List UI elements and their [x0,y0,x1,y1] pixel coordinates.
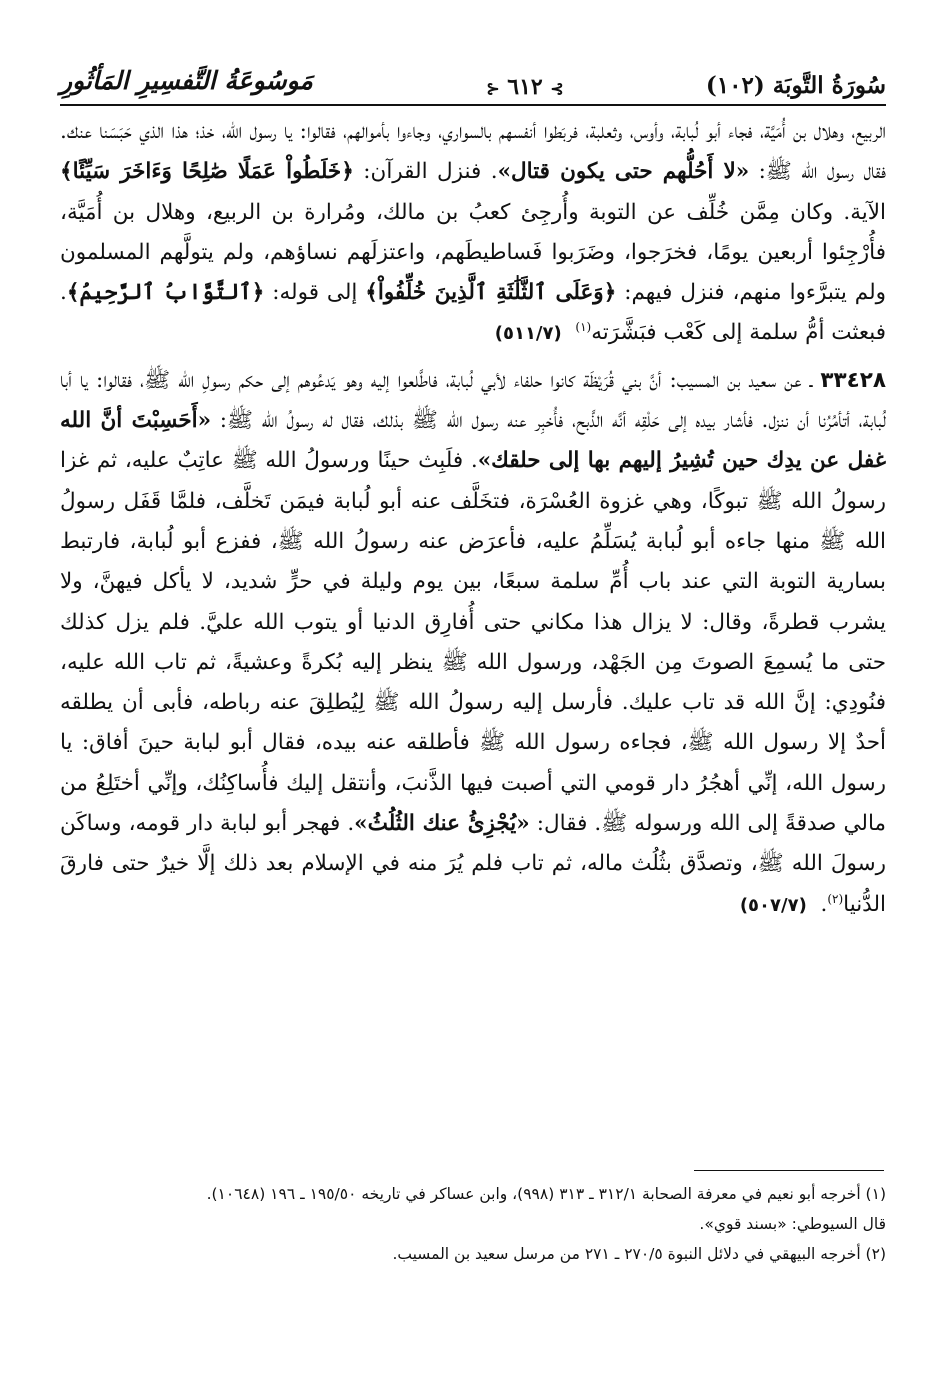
text-span: الربيع، وهلال بن أُمَيَّة، فجاء أبو لُبابة، وأوس، وثعلبة، فربَطوا أنفسهم بالسواري، وجاءوا بأموالهم، فقالوا: يا رسول الله، خذ؛ هذا الذي حَبَسَنا عنك. فقال رسول الله ﷺ: [60,119,887,185]
paragraph-narration: ٣٣٤٢٨ ـ عن سعيد بن المسيب: أنَّ بني قُرَيْظَة كانوا حلفاء لأبي لُبابة، فاطَّلعوا إليه وهو يَدعُوهم إلى حكم رسولِ الله ﷺ، فقالوا: يا أبا لُبابة، أتأمُرُنا أن ننزل. فأشار بيده إلى حَلْقِه أنَّه الذَّبح، فأُخبِر عنه رسول الله ﷺ بذلك، فقال له رسولُ الله ﷺ: «أَحَسِبْتَ أنَّ الله غفل عن يدِك حين تُشِيرُ إليهم بها إلى حلقك». فلَبِث حينًا ورسولُ الله ﷺ عاتِبٌ عليه، ثم غزا رسولُ الله ﷺ تبوكًا، وهي غزوة العُسْرَة، فتخَلَّف عنه أبو لُبابة فيمَن تَخلَّف، فلمَّا قَفَل رسولُ الله ﷺ منها جاءه أبو لُبابة يُسَلِّمُ عليه، فأعرَض عنه رسولُ الله ﷺ، ففزع أبو لُبابة، فارتبط بسارية التوبة التي عند باب أُمِّ سلمة سبعًا، بين يوم وليلة في حرٍّ شديد، لا يأكل فيهنَّ، ولا يشرب قطرةً، وقال: لا يزال هذا مكاني حتى أُفارِق الدنيا أو يتوب الله عليَّ. فلم يزل كذلك حتى ما يُسمِعَ الصوتَ مِن الجَهْد، ورسول الله ﷺ ينظر إليه بُكرةً وعشيةً، ثم تاب الله عليه، فنُودِي: إنَّ الله قد تاب عليك. فأرسل إليه رسولُ الله ﷺ لِيُطلِقَ عنه رباطه، فأبى أن يطلقه أحدٌ إلا رسول الله ﷺ، فجاءه رسول الله ﷺ فأطلقه عنه بيده، فقال أبو لبابة حينَ أفاق: يا رسول الله، إنِّي أهجُرُ دار قومي التي أصبت فيها الذَّنبَ، وأنتقل إليك فأُساكِنُك، وإنِّي أختَلِعُ من مالي صدقةً إلى الله ورسوله ﷺ. فقال: «يُجْزِئُ عنك الثُلُثُ». فهجر أبو لبابة دار قومه، وساكَن رسولَ الله ﷺ، وتصدَّق بثُلُث ماله، ثم تاب فلم يُرَ منه في الإسلام بعد ذلك إلَّا خيرٌ حتى فارقَ الدُّنيا$^{(٢)}$. (٥٠٧/٧) [60,367,887,917]
volume-reference: (٥٠٧/٧) [739,894,807,916]
hadith-quote: «يُجْزِئُ عنك الثُلُثُ» [354,811,530,837]
footnote-divider [694,1170,884,1171]
footnote-1: (١) أخرجه أبو نعيم في معرفة الصحابة ٣١٢/١ ـ ٣١٣ (٩٩٨)، وابن عساكر في تاريخه ١٩٥/٥٠ ـ ١٩٦ (١٠٦٤٨). [206,1185,886,1203]
footnotes [60,1180,886,1270]
page-header [60,62,886,104]
book-title: مَوسُوعَةُ التَّفسِيرِ المَأثُورِ [60,66,313,95]
main-text [60,112,886,926]
hadith-quote: «أَحَسِبْتَ أنَّ الله غفل عن يدِك حين تُشِيرُ إليهم بها إلى حلقك» [60,408,886,474]
header-divider [60,104,886,106]
ornament-left-icon: ⊱ [486,79,500,98]
page-number-value: ٦١٢ [507,74,543,100]
text-span: . فلَبِث حينًا ورسولُ الله ﷺ عاتِبٌ عليه، ثم غزا رسولُ الله ﷺ تبوكًا، وهي غزوة العُسْرَة، فتخَلَّف عنه أبو لُبابة فيمَن تَخلَّف، فلمَّا قَفَل رسولُ الله ﷺ منها جاءه أبو لُبابة يُسَلِّمُ عليه، فأعرَض عنه رسولُ الله ﷺ، ففزع أبو لُبابة، فارتبط بسارية التوبة التي عند باب أُمِّ سلمة سبعًا، بين يوم وليلة في حرٍّ شديد، لا يأكل فيهنَّ، ولا يشرب قطرةً، وقال: لا يزال هذا مكاني حتى أُفارِق الدنيا أو يتوب الله عليَّ. فلم يزل كذلك حتى ما يُسمِعَ الصوتَ مِن الجَهْد، ورسول الله ﷺ ينظر إليه بُكرةً وعشيةً، ثم تاب الله عليه، فنُودِي: إنَّ الله قد تاب عليك. فأرسل إليه رسولُ الله ﷺ لِيُطلِقَ عنه رباطه، فأبى أن يطلقه أحدٌ إلا رسول الله ﷺ، فجاءه رسول الله ﷺ فأطلقه عنه بيده، فقال أبو لبابة حينَ أفاق: يا رسول الله، إنِّي أهجُرُ دار قومي التي أصبت فيها الذَّنبَ، وأنتقل إليك فأُساكِنُك، وإنِّي أختَلِعُ من مالي صدقةً إلى الله ورسوله ﷺ. فقال: [60,448,887,837]
narration-number: ٣٣٤٢٨ [820,367,886,393]
footnote-1-note: قال السيوطي: «بسند قوي». [699,1215,886,1233]
text-span: . فبعثت أمُّ سلمة إلى كَعْب فبَشَّرَته [60,280,886,346]
text-span: إلى قوله: [264,280,366,306]
footnote-2: (٢) أخرجه البيهقي في دلائل النبوة ٢٧٠/٥ ـ ٢٧١ من مرسل سعيد بن المسيب. [392,1245,886,1263]
quran-verse: ﴿خَلَطُواْ عَمَلًا صَٰلِحًا وَءَاخَرَ سَيِّئًا﴾ [60,159,354,185]
footnote-marker: (١) [575,320,592,335]
quran-verse: ﴿وَعَلَى ٱلثَّلَٰثَةِ ٱلَّذِينَ خُلِّفُواْ﴾ [365,280,617,306]
text-span: . فنزل القرآن: [353,159,498,185]
surah-title: سُورَةُ التَّوبَة (١٠٢) [705,72,886,99]
text-span: . فهجر أبو لبابة دار قومه، وساكَن رسولَ الله ﷺ، وتصدَّق بثُلُث ماله، ثم تاب فلم يُرَ منه في الإسلام بعد ذلك إلَّا خيرٌ حتى فارقَ الدُّنيا [60,811,886,917]
text-span: الآية. وكان مِمَّن خُلِّف عن التوبة وأُرجِئ كعبُ بن مالك، ومُرارة بن الربيع، وهلال بن أُمَيَّة، فأُرْجِئوا أربعين يومًا، فخرَجوا، وضَرَبوا فَساطيطَهم، واعتزلَهم نساؤهم، ولم يتولَّهم المسلمون ولم يتبرَّءوا منهم، فنزل فيهم: [60,199,887,306]
hadith-quote: «لا أَحُلُّهم حتى يكون قتال» [497,159,750,185]
text-span: ـ عن سعيد بن المسيب: أنَّ بني قُرَيْظَة كانوا حلفاء لأبي لُبابة، فاطَّلعوا إليه وهو يَدعُوهم إلى حكم رسولِ الله ﷺ، فقالوا: يا أبا لُبابة، أتأمُرُنا أن ننزل. فأشار بيده إلى حَلْقِه أنَّه الذَّبح، فأُخبِر عنه رسول الله ﷺ بذلك، فقال له رسولُ الله ﷺ: [60,367,886,434]
page-number [460,74,590,100]
paragraph-continuation [60,112,886,355]
ornament-right-icon: ⊰ [550,79,564,98]
volume-reference: (٥١١/٧) [494,323,562,345]
footnote-marker: (٢) [827,891,844,906]
quran-verse: ﴿ٱلتَّوَّابُ ٱلرَّحِيمُ﴾ [66,280,265,306]
